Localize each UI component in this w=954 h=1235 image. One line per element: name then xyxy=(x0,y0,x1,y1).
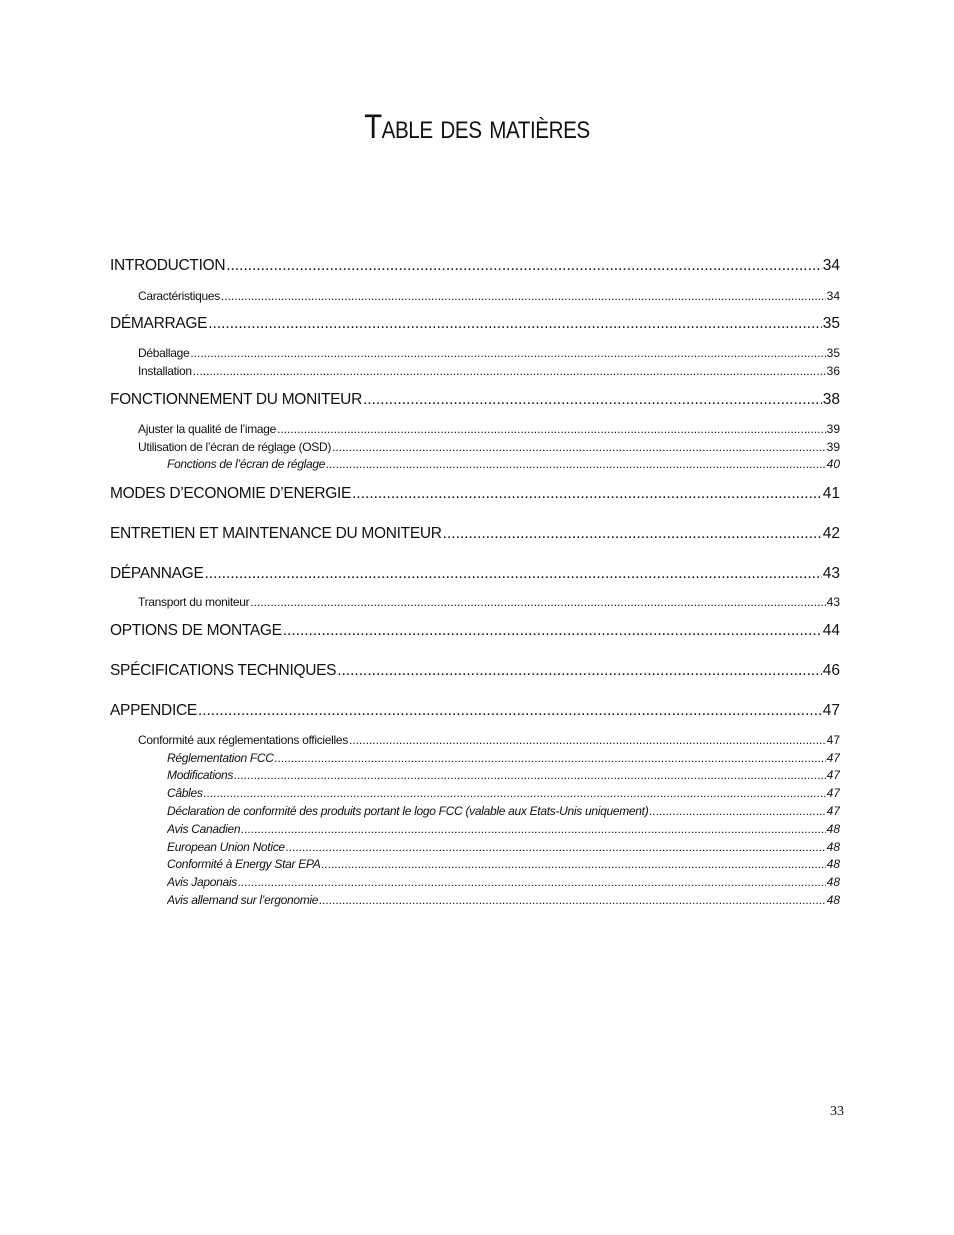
toc-entry-page: 47 xyxy=(826,751,840,765)
toc-leader-dots xyxy=(277,421,826,437)
toc-entry-level1[interactable] xyxy=(110,484,840,504)
toc-entry-level2[interactable] xyxy=(138,732,840,748)
toc-entry-title: ENTRETIEN ET MAINTENANCE DU MONITEUR xyxy=(110,525,442,542)
toc-entry-level2[interactable] xyxy=(138,345,840,361)
toc-entry-page: 43 xyxy=(822,565,840,582)
toc-entry-level3[interactable] xyxy=(167,785,840,801)
toc-entry-page: 47 xyxy=(826,768,840,782)
toc-leader-dots xyxy=(238,874,826,890)
page-number: 33 xyxy=(830,1104,844,1119)
toc-leader-dots xyxy=(649,803,825,819)
toc-entry-title: OPTIONS DE MONTAGE xyxy=(110,622,282,639)
toc-entry-page: 41 xyxy=(822,485,840,502)
toc-leader-dots xyxy=(250,594,825,610)
toc-entry-page: 48 xyxy=(826,893,840,907)
toc-leader-dots xyxy=(326,456,826,472)
toc-entry-page: 48 xyxy=(826,822,840,836)
toc-entry-level1[interactable] xyxy=(110,314,840,334)
toc-entry-title: DÉMARRAGE xyxy=(110,315,208,332)
toc-leader-dots xyxy=(190,345,825,361)
toc-leader-dots xyxy=(208,314,822,334)
toc-leader-dots xyxy=(204,785,826,801)
toc-entry-level2[interactable] xyxy=(138,594,840,610)
toc-entry-page: 47 xyxy=(822,702,840,719)
toc-leader-dots xyxy=(321,856,825,872)
toc-entry-level2[interactable] xyxy=(138,421,840,437)
toc-entry-title: Ajuster la qualité de l’image xyxy=(138,422,277,436)
toc-entry-title: INTRODUCTION xyxy=(110,257,226,274)
toc-entry-title: Utilisation de l’écran de réglage (OSD) xyxy=(138,440,332,454)
toc-entry-page: 39 xyxy=(826,422,840,436)
toc-entry-level1[interactable] xyxy=(110,621,840,641)
toc-leader-dots xyxy=(241,821,825,837)
toc-entry-title: SPÉCIFICATIONS TECHNIQUES xyxy=(110,662,337,679)
toc-entry-level1[interactable] xyxy=(110,524,840,544)
toc-leader-dots xyxy=(352,484,822,504)
toc-entry-title: Conformité aux réglementations officielles xyxy=(138,733,348,747)
toc-entry-page: 47 xyxy=(826,786,840,800)
toc-entry-page: 40 xyxy=(826,457,840,471)
toc-entry-level3[interactable] xyxy=(167,767,840,783)
toc-entry-title: Déballage xyxy=(138,346,190,360)
toc-entry-page: 47 xyxy=(826,733,840,747)
toc-entry-title: Avis Canadien xyxy=(167,822,241,836)
toc-entry-level2[interactable] xyxy=(138,288,840,304)
toc-entry-page: 38 xyxy=(822,391,840,408)
toc-leader-dots xyxy=(319,892,825,908)
toc-leader-dots xyxy=(226,256,822,276)
toc-entry-level2[interactable] xyxy=(138,439,840,455)
toc-entry-title: European Union Notice xyxy=(167,840,285,854)
toc-entry-title: Câbles xyxy=(167,786,203,800)
toc-entry-title: Conformité à Energy Star EPA xyxy=(167,857,321,871)
toc-entry-page: 44 xyxy=(822,622,840,639)
toc-entry-level3[interactable] xyxy=(167,856,840,872)
toc-leader-dots xyxy=(198,701,822,721)
toc-entry-level3[interactable] xyxy=(167,821,840,837)
toc-leader-dots xyxy=(221,288,826,304)
toc-entry-level2[interactable] xyxy=(138,363,840,379)
toc-leader-dots xyxy=(363,390,822,410)
toc-entry-title: Déclaration de conformité des produits portant le logo FCC (valable aux Etats-Unis uniquement) xyxy=(167,804,649,818)
toc-leader-dots xyxy=(283,621,822,641)
toc-leader-dots xyxy=(443,524,822,544)
toc-entry-level1[interactable] xyxy=(110,256,840,276)
toc-entry-page: 35 xyxy=(826,346,840,360)
toc-entry-title: Réglementation FCC xyxy=(167,751,274,765)
toc-entry-title: APPENDICE xyxy=(110,702,197,719)
toc-entry-level3[interactable] xyxy=(167,874,840,890)
toc-entry-page: 39 xyxy=(826,440,840,454)
toc-leader-dots xyxy=(193,363,826,379)
toc-leader-dots xyxy=(286,839,826,855)
toc-entry-level3[interactable] xyxy=(167,892,840,908)
toc-entry-page: 35 xyxy=(822,315,840,332)
toc-leader-dots xyxy=(234,767,826,783)
toc-entry-level3[interactable] xyxy=(167,750,840,766)
toc-entry-page: 36 xyxy=(826,364,840,378)
toc-entry-page: 47 xyxy=(826,804,840,818)
toc-entry-level3[interactable] xyxy=(167,803,840,819)
toc-entry-page: 43 xyxy=(826,595,840,609)
toc-entry-title: Fonctions de l’écran de réglage xyxy=(167,457,326,471)
toc-entry-level3[interactable] xyxy=(167,456,840,472)
toc-leader-dots xyxy=(332,439,826,455)
toc-entry-page: 42 xyxy=(822,525,840,542)
toc-leader-dots xyxy=(349,732,826,748)
toc-entry-level1[interactable] xyxy=(110,661,840,681)
toc-entry-title: MODES D’ECONOMIE D’ENERGIE xyxy=(110,485,352,502)
toc-entry-level3[interactable] xyxy=(167,839,840,855)
toc-leader-dots xyxy=(337,661,822,681)
toc-entry-title: Transport du moniteur xyxy=(138,595,250,609)
toc-entry-level1[interactable] xyxy=(110,564,840,584)
toc-entry-title: Modifications xyxy=(167,768,234,782)
toc-entry-level1[interactable] xyxy=(110,701,840,721)
toc-entry-page: 48 xyxy=(826,857,840,871)
toc-entry-page: 48 xyxy=(826,840,840,854)
toc-entry-level1[interactable] xyxy=(110,390,840,410)
toc-leader-dots xyxy=(275,750,826,766)
toc-entry-page: 48 xyxy=(826,875,840,889)
toc-entry-title: FONCTIONNEMENT DU MONITEUR xyxy=(110,391,362,408)
toc-entry-title: Installation xyxy=(138,364,192,378)
toc-entry-page: 34 xyxy=(826,289,840,303)
toc-entry-title: Caractéristiques xyxy=(138,289,220,303)
toc-entry-title: Avis Japonais xyxy=(167,875,237,889)
toc-entry-title: DÉPANNAGE xyxy=(110,565,204,582)
toc-entry-page: 34 xyxy=(822,257,840,274)
toc-leader-dots xyxy=(204,564,821,584)
page-title: Table des matières xyxy=(364,108,590,146)
toc-entry-page: 46 xyxy=(822,662,840,679)
toc-entry-title: Avis allemand sur l’ergonomie xyxy=(167,893,319,907)
